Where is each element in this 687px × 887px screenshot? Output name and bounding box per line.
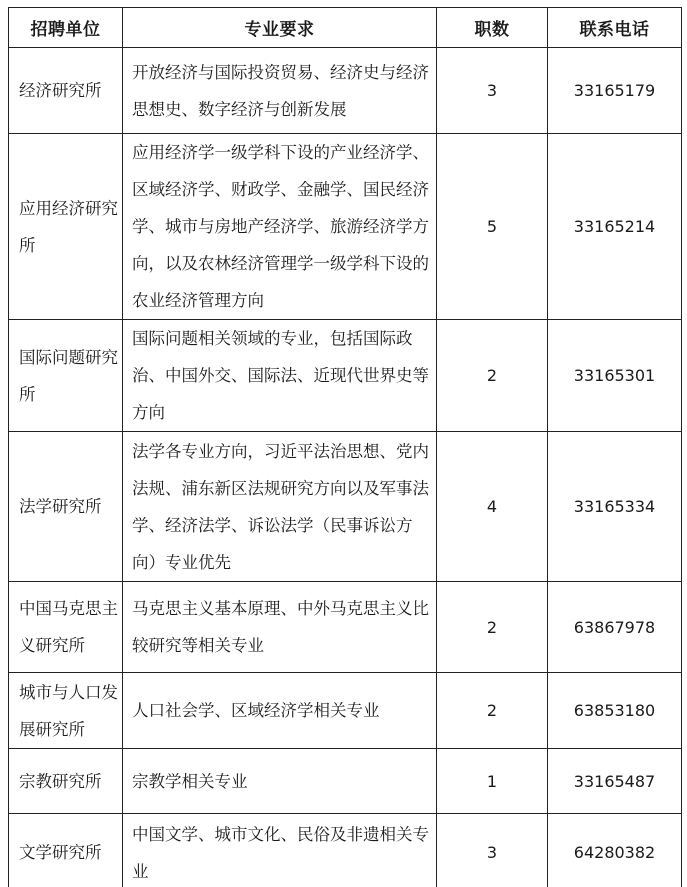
unit-cell [9, 134, 123, 320]
recruitment-table [8, 7, 682, 887]
phone-cell: 63853180 [548, 673, 682, 749]
header-unit: 招聘单位 [9, 8, 123, 48]
positions-cell: 2 [437, 582, 548, 673]
phone-cell: 33165487 [548, 749, 682, 814]
requirement-text: 国际问题相关领域的专业，包括国际政治、中国外交、国际法、近现代世界史等方向 [132, 329, 429, 422]
header-row [9, 8, 682, 48]
table-header [9, 8, 682, 48]
table-row [9, 582, 682, 673]
positions-cell: 2 [437, 673, 548, 749]
phone-cell: 63867978 [548, 582, 682, 673]
unit-cell [9, 48, 123, 134]
header-phone: 联系电话 [548, 8, 682, 48]
unit-cell [9, 582, 123, 673]
requirement-cell [123, 582, 437, 673]
positions-cell: 3 [437, 814, 548, 887]
positions-cell: 1 [437, 749, 548, 814]
requirement-text: 宗教学相关专业 [132, 771, 248, 791]
phone-cell: 64280382 [548, 814, 682, 887]
unit-name: 文学研究所 [19, 843, 102, 862]
table-row [9, 749, 682, 814]
table-body [9, 48, 682, 887]
unit-name: 城市与人口发展研究所 [19, 682, 118, 739]
requirement-cell [123, 814, 437, 887]
unit-cell [9, 432, 123, 582]
unit-cell [9, 673, 123, 749]
unit-cell [9, 749, 123, 814]
positions-cell: 2 [437, 320, 548, 432]
requirement-text: 开放经济与国际投资贸易、经济史与经济思想史、数字经济与创新发展 [132, 62, 429, 119]
header-positions: 职数 [437, 8, 548, 48]
unit-name: 宗教研究所 [19, 771, 102, 791]
requirement-text: 法学各专业方向，习近平法治思想、党内法规、浦东新区法规研究方向以及军事法学、经济法学、诉讼法学（民事诉讼方向）专业优先 [132, 441, 429, 572]
phone-cell: 33165179 [548, 48, 682, 134]
unit-name: 中国马克思主义研究所 [19, 599, 118, 655]
positions-cell: 3 [437, 48, 548, 134]
table-row [9, 673, 682, 749]
requirement-cell [123, 432, 437, 582]
requirement-cell [123, 749, 437, 814]
table-row [9, 48, 682, 134]
requirement-text: 中国文学、城市文化、民俗及非遗相关专业 [132, 824, 429, 881]
requirement-cell [123, 48, 437, 134]
unit-name: 经济研究所 [19, 81, 102, 100]
header-requirement: 专业要求 [123, 8, 437, 48]
unit-cell [9, 320, 123, 432]
requirement-text: 应用经济学一级学科下设的产业经济学、区域经济学、财政学、金融学、国民经济学、城市与房地产经济学、旅游经济学方向，以及农林经济管理学一级学科下设的农业经济管理方向 [132, 143, 429, 310]
unit-name: 应用经济研究所 [19, 198, 118, 255]
positions-cell: 5 [437, 134, 548, 320]
requirement-cell [123, 134, 437, 320]
phone-cell: 33165214 [548, 134, 682, 320]
requirement-text: 马克思主义基本原理、中外马克思主义比较研究等相关专业 [132, 599, 429, 655]
phone-cell: 33165334 [548, 432, 682, 582]
table-row [9, 432, 682, 582]
table-row [9, 814, 682, 887]
table-row [9, 320, 682, 432]
phone-cell: 33165301 [548, 320, 682, 432]
unit-name: 法学研究所 [19, 497, 102, 516]
positions-cell: 4 [437, 432, 548, 582]
requirement-text: 人口社会学、区域经济学相关专业 [132, 701, 380, 720]
requirement-cell [123, 320, 437, 432]
requirement-cell [123, 673, 437, 749]
unit-name: 国际问题研究所 [19, 347, 118, 404]
unit-cell [9, 814, 123, 887]
table-row [9, 134, 682, 320]
